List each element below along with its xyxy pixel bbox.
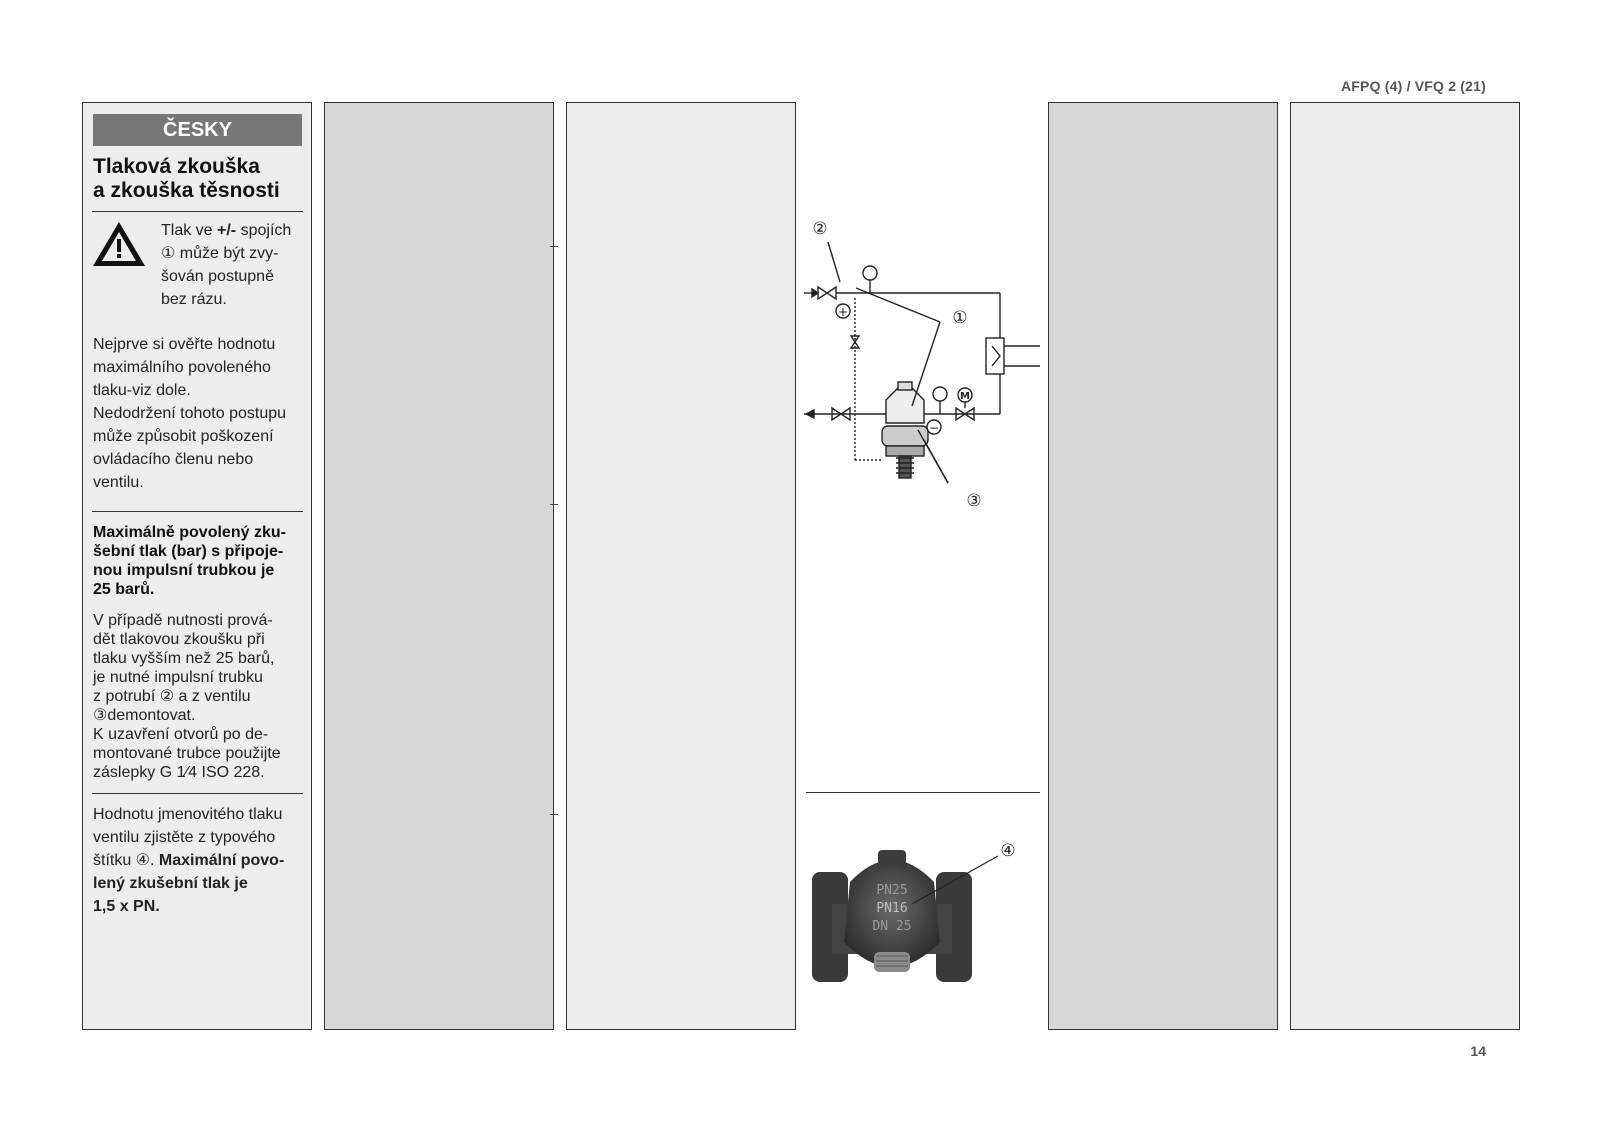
removal-line: V případě nutnosti prová- [93,612,273,629]
removal-line: K uzavření otvorů po de- [93,726,269,743]
nameplate-line-bold: Maximální povo- [158,852,285,869]
valve-photo [812,842,1048,994]
language-label: ČESKY [93,114,302,146]
max-pressure-line: Maximálně povolený zku- [93,524,286,541]
motor-symbol: M [960,391,970,402]
piping-diagram [800,218,1040,518]
removal-paragraph [93,611,305,782]
divider [92,793,303,794]
column-empty-light-2 [1290,102,1520,1030]
intro-line: ovládacího členu nebo [93,451,254,468]
callout-3: ③ [966,491,982,511]
warning-text [161,219,309,311]
removal-line: je nutné impulsní trubku [93,669,263,686]
intro-line: ventilu. [93,474,144,491]
divider [92,511,303,512]
intro-line: maximálního povoleného [93,359,271,376]
nameplate-line: Hodnotu jmenovitého tlaku [93,806,283,823]
intro-paragraph [93,333,305,494]
cast-text-pn25: PN25 [876,883,908,898]
margin-tick [550,246,558,247]
minus-symbol: − [928,421,940,435]
removal-line: tlaku vyšším než 25 barů, [93,650,275,667]
column-cesky [82,102,312,1030]
title-line-2: a zkouška těsnosti [93,179,280,202]
nameplate-line: štítku ④. [93,852,159,869]
removal-line: dět tlakovou zkoušku při [93,631,265,648]
nameplate-line: ventilu zjistěte z typového [93,829,276,846]
callout-4: ④ [1000,842,1016,861]
warning-text-2: ① může být zvy- [161,245,279,262]
max-pressure-line: nou impulsní trubkou je [93,562,275,579]
removal-line: záslepky G 1⁄4 ISO 228. [93,764,265,781]
max-pressure-line: 25 barů. [93,581,155,598]
column-empty-gray-1 [324,102,554,1030]
title-line-1: Tlaková zkouška [93,155,260,178]
margin-tick [550,814,558,815]
intro-line: může způsobit poškození [93,428,274,445]
cast-text-pn16: PN16 [876,901,908,916]
margin-tick [550,504,558,505]
warning-text-1b: +/- [217,222,237,239]
column-empty-gray-2 [1048,102,1278,1030]
column-empty-light-1 [566,102,796,1030]
divider [92,211,303,212]
intro-line: tlaku-viz dole. [93,382,191,399]
nameplate-line-bold: lený zkušební tlak je [93,875,248,892]
warning-text-1c: spojích [236,222,292,239]
warning-text-1a: Tlak ve [161,222,218,239]
intro-line: Nejprve si ověřte hodnotu [93,336,276,353]
max-pressure-line: šební tlak (bar) s připoje- [93,543,284,560]
removal-line: montované trubce použijte [93,745,281,762]
callout-2: ② [812,219,828,239]
intro-line: Nedodržení tohoto postupu [93,405,287,422]
document-reference: AFPQ (4) / VFQ 2 (21) [1341,78,1486,94]
removal-line: ③demontovat. [93,707,196,724]
plus-symbol: + [837,305,849,319]
callout-1: ① [952,308,968,328]
warning-text-4: bez rázu. [161,291,227,308]
removal-line: z potrubí ② a z ventilu [93,688,251,705]
section-title [93,155,308,203]
warning-text-3: šován postupně [161,268,274,285]
max-pressure-paragraph [93,523,305,599]
nameplate-paragraph [93,803,305,918]
warning-triangle-icon [91,219,147,269]
nameplate-line-bold: 1,5 x PN. [93,898,160,915]
figure-separator [806,792,1040,793]
page-number: 14 [1470,1043,1486,1059]
cast-text-dn: DN 25 [872,919,912,934]
